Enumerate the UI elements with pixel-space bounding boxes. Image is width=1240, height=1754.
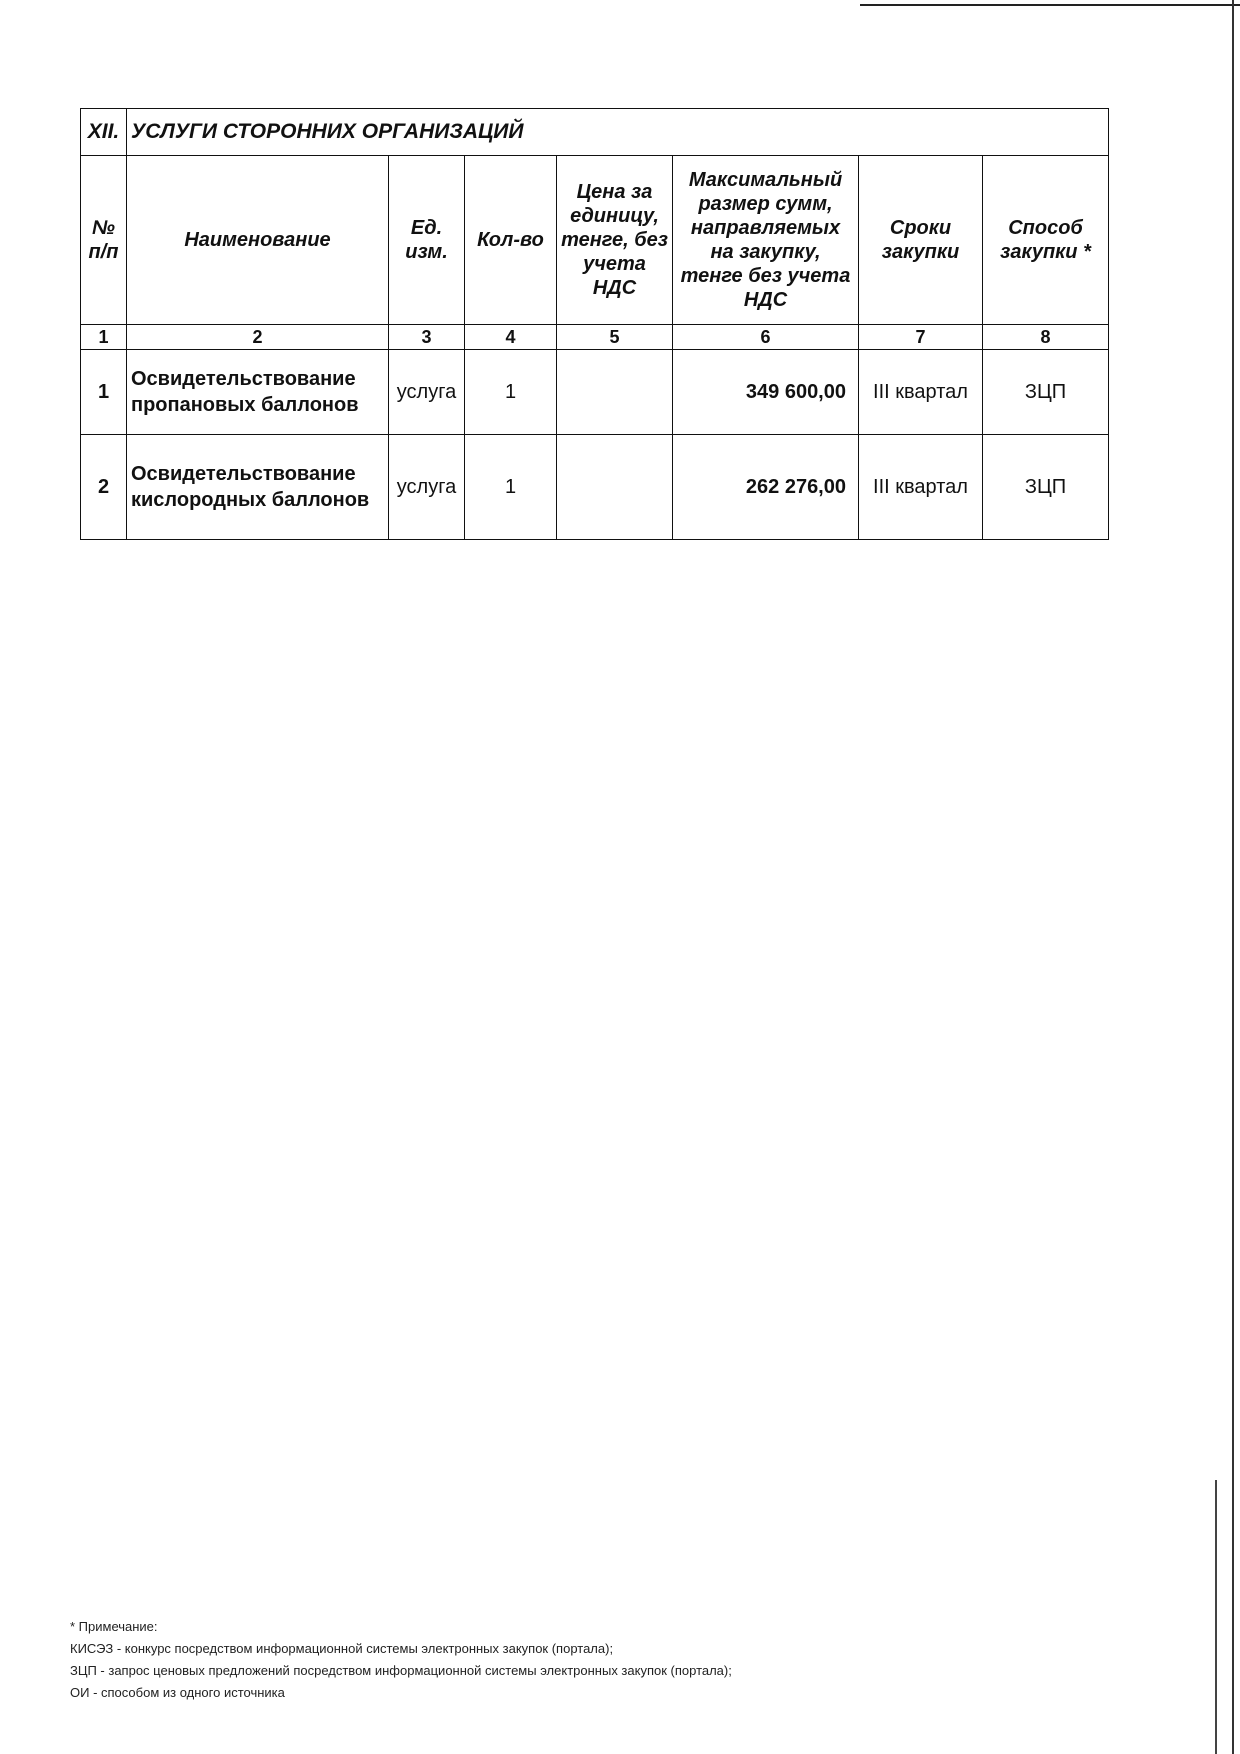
row-amount: 349 600,00: [673, 350, 859, 435]
services-section: [80, 108, 1108, 540]
column-number: 7: [859, 325, 983, 350]
row-name: Освидетельствование кислородных баллонов: [127, 435, 389, 540]
table-row: [81, 350, 1109, 435]
column-number: 8: [983, 325, 1109, 350]
row-price: [557, 350, 673, 435]
header-num: № п/п: [81, 156, 127, 325]
column-number-row: [81, 325, 1109, 350]
section-title-row: [81, 109, 1109, 156]
column-number: 2: [127, 325, 389, 350]
row-method: ЗЦП: [983, 350, 1109, 435]
column-number: 5: [557, 325, 673, 350]
column-number: 3: [389, 325, 465, 350]
column-number: 4: [465, 325, 557, 350]
scan-edge-right: [1232, 0, 1234, 1754]
footnote-title: * Примечание:: [70, 1619, 158, 1634]
header-unit: Ед. изм.: [389, 156, 465, 325]
section-title: УСЛУГИ СТОРОННИХ ОРГАНИЗАЦИЙ: [127, 109, 1109, 156]
row-name: Освидетельствование пропановых баллонов: [127, 350, 389, 435]
header-amount: Максимальный размер сумм, направляемых на закупку, тенге без учета НДС: [673, 156, 859, 325]
row-term: III квартал: [859, 435, 983, 540]
header-qty: Кол-во: [465, 156, 557, 325]
row-num: 1: [81, 350, 127, 435]
header-method: Способ закупки *: [983, 156, 1109, 325]
footnote-line: ЗЦП - запрос ценовых предложений посредством информационной системы электронных закупок (портала);: [70, 1663, 732, 1678]
section-number: XII.: [81, 109, 127, 156]
scan-edge-right-inner: [1215, 1480, 1217, 1754]
row-term: III квартал: [859, 350, 983, 435]
row-qty: 1: [465, 350, 557, 435]
row-unit: услуга: [389, 435, 465, 540]
footnote-line: ОИ - способом из одного источника: [70, 1685, 285, 1700]
row-price: [557, 435, 673, 540]
column-number: 1: [81, 325, 127, 350]
table-row: [81, 435, 1109, 540]
header-term: Сроки закупки: [859, 156, 983, 325]
table-header-row: [81, 156, 1109, 325]
header-name: Наименование: [127, 156, 389, 325]
row-unit: услуга: [389, 350, 465, 435]
row-num: 2: [81, 435, 127, 540]
scan-edge-top: [860, 4, 1240, 6]
row-amount: 262 276,00: [673, 435, 859, 540]
header-price: Цена за единицу, тенге, без учета НДС: [557, 156, 673, 325]
row-method: ЗЦП: [983, 435, 1109, 540]
footnote: [70, 1616, 732, 1704]
services-table: [80, 108, 1109, 540]
column-number: 6: [673, 325, 859, 350]
row-qty: 1: [465, 435, 557, 540]
footnote-line: КИСЭЗ - конкурс посредством информационной системы электронных закупок (портала);: [70, 1641, 614, 1656]
